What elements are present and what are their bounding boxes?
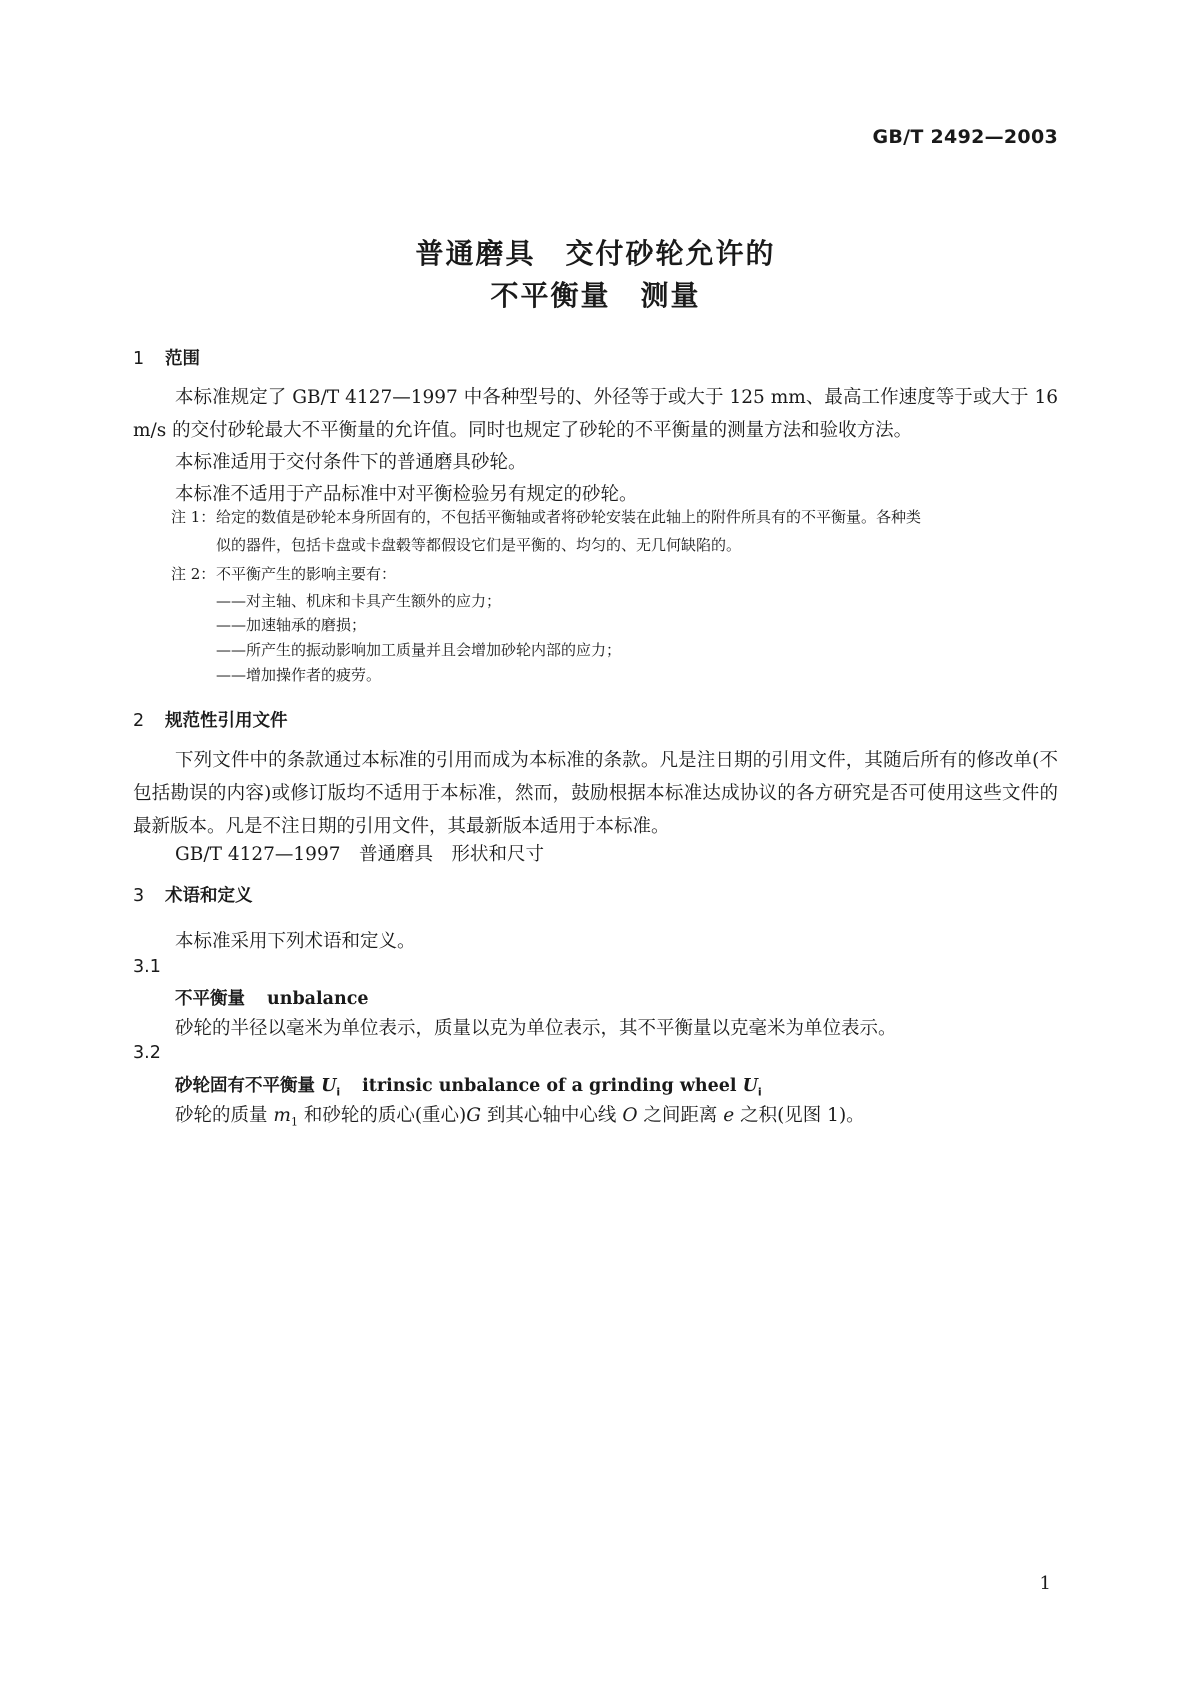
note-text: 给定的数值是砂轮本身所固有的，不包括平衡轴或者将砂轮安装在此轴上的附件所具有的不平衡量。各种类 xyxy=(216,508,922,526)
centroid-symbol: G xyxy=(466,1105,482,1126)
section-number: 1 xyxy=(133,349,145,369)
title-line-2: 不平衡量 测量 xyxy=(490,279,701,312)
symbol-u: U xyxy=(321,1076,337,1096)
note-label: 注 1： xyxy=(171,508,216,526)
term-3-2 xyxy=(175,1072,762,1099)
term-en: itrinsic unbalance of a grinding wheel xyxy=(362,1076,737,1096)
mass-symbol: m xyxy=(273,1105,291,1126)
symbol-sub: i xyxy=(336,1085,341,1099)
section-1-heading xyxy=(133,345,200,370)
note-text: 不平衡产生的影响主要有： xyxy=(216,565,397,583)
note-label: 注 2： xyxy=(171,565,216,583)
axis-symbol: O xyxy=(622,1105,638,1126)
normative-reference: GB/T 4127—1997 普通磨具 形状和尺寸 xyxy=(175,844,544,865)
def-text: 到其心轴中心线 xyxy=(481,1105,623,1126)
section-1-paragraph-1: 本标准规定了 GB/T 4127—1997 中各种型号的、外径等于或大于 125 mm、最高工作速度等于或大于 16 m/s 的交付砂轮最大不平衡量的允许值。同时也规定了砂轮的不平衡量的测量方法和验收方法。 xyxy=(133,387,1058,441)
section-3-heading xyxy=(133,882,253,907)
mass-subscript: 1 xyxy=(290,1115,298,1129)
note-1 xyxy=(171,505,1058,530)
def-text: 之间距离 xyxy=(637,1105,724,1126)
title-line-1: 普通磨具 交付砂轮允许的 xyxy=(415,237,776,270)
symbol-u: U xyxy=(742,1076,758,1096)
term-zh: 不平衡量 xyxy=(175,989,245,1009)
effect-item: ——增加操作者的疲劳。 xyxy=(216,666,382,684)
note-1-continuation: 似的器件，包括卡盘或卡盘毂等都假设它们是平衡的、均匀的、无几何缺陷的。 xyxy=(216,536,742,554)
section-title: 术语和定义 xyxy=(165,886,253,906)
term-zh: 砂轮固有不平衡量 xyxy=(175,1076,315,1096)
section-2-heading xyxy=(133,707,288,732)
section-number: 3 xyxy=(133,886,145,906)
section-3-intro: 本标准采用下列术语和定义。 xyxy=(175,931,416,952)
standard-number: GB/T 2492—2003 xyxy=(872,126,1058,148)
effect-item: ——所产生的振动影响加工质量并且会增加砂轮内部的应力； xyxy=(216,641,622,659)
distance-symbol: e xyxy=(723,1105,735,1126)
def-text: 之积(见图 1)。 xyxy=(734,1105,865,1126)
note-2 xyxy=(171,562,1058,587)
section-title: 规范性引用文件 xyxy=(165,711,288,731)
definition-3-1: 砂轮的半径以毫米为单位表示，质量以克为单位表示，其不平衡量以克毫米为单位表示。 xyxy=(175,1018,897,1039)
definition-3-2 xyxy=(175,1101,865,1129)
section-title: 范围 xyxy=(165,349,200,369)
def-text: 砂轮的质量 xyxy=(175,1105,274,1126)
clause-3-2-number: 3.2 xyxy=(133,1043,161,1063)
section-1-paragraph-2: 本标准适用于交付条件下的普通磨具砂轮。 xyxy=(175,452,527,473)
section-1-paragraph-3: 本标准不适用于产品标准中对平衡检验另有规定的砂轮。 xyxy=(175,484,638,505)
section-number: 2 xyxy=(133,711,145,731)
clause-3-1-number: 3.1 xyxy=(133,957,161,977)
def-text: 和砂轮的质心(重心) xyxy=(297,1105,467,1126)
effect-item: ——加速轴承的磨损； xyxy=(216,616,367,634)
page-number: 1 xyxy=(1039,1573,1051,1594)
term-en: unbalance xyxy=(267,989,369,1009)
term-3-1 xyxy=(175,985,369,1010)
symbol-sub: i xyxy=(757,1085,762,1099)
section-2-paragraph: 下列文件中的条款通过本标准的引用而成为本标准的条款。凡是注日期的引用文件，其随后所有的修改单(不包括勘误的内容)或修订版均不适用于本标准，然而，鼓励根据本标准达成协议的各方研究是否可使用这些文件的最新版本。凡是不注日期的引用文件，其最新版本适用于本标准。 xyxy=(133,750,1058,837)
effect-item: ——对主轴、机床和卡具产生额外的应力； xyxy=(216,592,502,610)
